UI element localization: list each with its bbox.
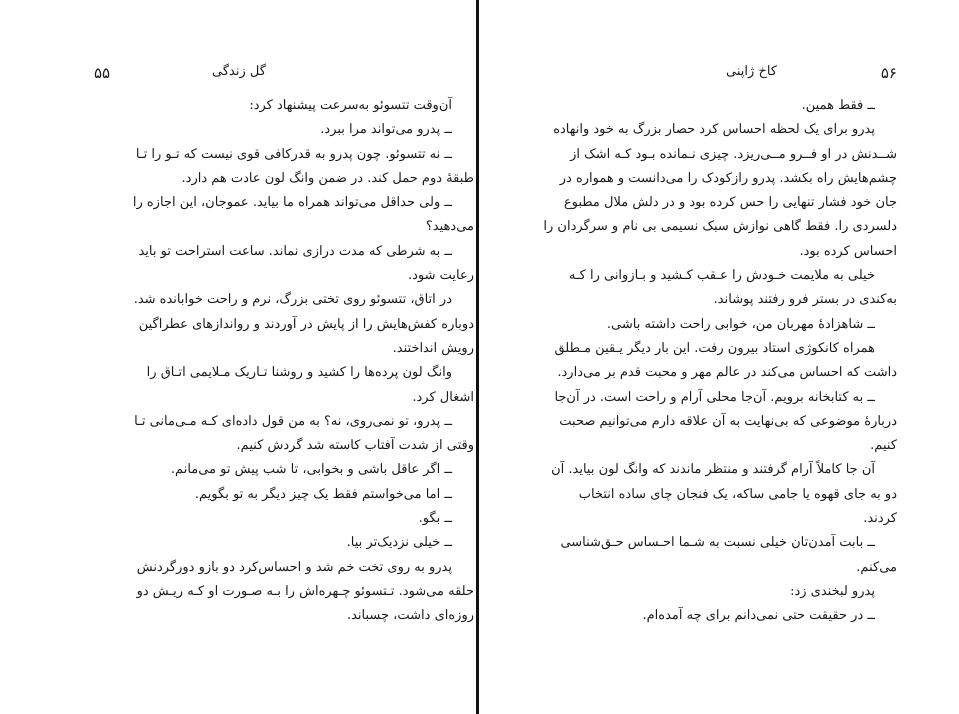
right-page-header	[517, 62, 897, 86]
text-line: همراه کانکوژی استاد بیرون رفت. این بار دیگر یـقین مـطلق	[554, 340, 875, 356]
text-line: ــ به کتابخانه برویم. آن‌جا محلی آرام و راحت است. در آن‌جا	[554, 389, 875, 405]
text-line: روزه‌ای داشت، چسباند.	[346, 608, 474, 624]
text-line: ــ در حقیقت حتی نمی‌دانم برای چه آمده‌ام.	[642, 608, 875, 624]
page-number: ۵۵	[94, 64, 111, 82]
text-line: داشت که احساس می‌کند در عالم مهر و محبت قدم بر می‌دارد.	[557, 365, 897, 381]
left-page	[94, 62, 474, 629]
text-line: جان خود فشار تنهایی را حس کرده بود و در دلش ملال مطبوع	[563, 195, 897, 211]
text-line: ــ بگو.	[418, 511, 452, 527]
text-line: آن‌وقت تتسوئو به‌سرعت پیشنهاد کرد:	[249, 98, 452, 113]
text-line: شــدنش در او فــرو مــی‌ریزد. چیزی نـمانده بـود کـه اشک از	[570, 146, 897, 162]
text-line: دو به جای قهوه یا جامی ساکه، یک فنجان چای ساده انتخاب	[578, 486, 897, 502]
left-page-body	[94, 94, 474, 629]
text-line: اشغال کرد.	[412, 389, 474, 405]
text-line: دربارهٔ موضوعی که بی‌نهایت به آن علاقه دارم می‌توانیم صحبت	[559, 413, 897, 429]
text-line: کردند.	[863, 511, 897, 527]
text-line: کنیم.	[870, 438, 897, 454]
text-line: دلسردی را. فقط گاهی نوازش سبک نسیمی بی نام و سرگردان را	[543, 219, 897, 235]
text-line: در اتاق، تتسوئو روی تختی بزرگ، نرم و راحت خوابانده شد.	[133, 292, 452, 308]
text-line: ــ اما می‌خواستم فقط یک چیز دیگر به تو بگویم.	[194, 486, 452, 502]
text-line: می‌دهید؟	[425, 219, 474, 235]
book-spine	[476, 0, 479, 714]
text-line: ــ خیلی نزدیک‌تر بیا.	[346, 535, 452, 551]
text-line: طبقهٔ دوم حمل کند. در ضمن وانگ لون عادت هم دارد.	[181, 170, 474, 186]
text-line: وقتی از شدت آفتاب کاسته شد گردش کنیم.	[236, 438, 474, 454]
text-line: آن جا کاملاً آرام گرفتند و منتظر ماندند که وانگ لون بیاید. آن	[551, 462, 875, 478]
text-line: احساس کرده بود.	[799, 243, 897, 259]
right-page	[517, 62, 897, 629]
text-line: می‌کنم.	[856, 559, 897, 575]
text-line: رعایت شود.	[407, 268, 474, 284]
running-title: گل زندگی	[212, 64, 266, 79]
running-title: کاخ ژاپنی	[726, 64, 777, 79]
text-line: خیلی به ملایمت خـودش را عـقب کـشید و بـازوانی را کـه	[568, 268, 875, 284]
text-line: ــ شاهزادهٔ مهربان من، خوابی راحت داشته باشی.	[606, 316, 875, 332]
text-line: ــ به شرطی که مدت درازی نماند. ساعت استراحت تو باید	[138, 243, 452, 259]
text-line: ــ اگر عاقل باشی و بخوابی، تا شب پیش تو می‌مانم.	[170, 462, 452, 478]
text-line: ــ فقط همین.	[801, 98, 875, 113]
right-page-body	[517, 94, 897, 629]
text-line: ــ پدرو می‌تواند مرا ببرد.	[320, 122, 452, 138]
text-line: ــ پدرو، تو نمی‌روی، نه؟ به من قول داده‌ای کـه مـی‌مانی تـا	[134, 413, 452, 429]
text-line: حلقه می‌شود. تـتسوئو چـهره‌اش را بـه صـورت او کـه ریـش دو	[136, 583, 474, 599]
text-line: پدرو به روی تخت خم شد و احساس‌کرد دو بازو دورگردنش	[136, 559, 452, 575]
text-line: رویش انداختند.	[392, 340, 474, 356]
text-line: ــ نه تتسوئو. چون پدرو به قدرکافی قوی نیست که تـو را تـا	[135, 146, 452, 162]
text-line: پدرو برای یک لحظه احساس کرد حصار بزرگ به خود وانهاده	[553, 122, 875, 138]
text-line: ــ بابت آمدن‌تان خیلی نسبت به شـما احـساس حـق‌شناسی	[560, 535, 875, 551]
text-line: به‌کندی در بستر فرو رفتند پوشاند.	[713, 292, 897, 308]
page-number: ۵۶	[880, 64, 897, 82]
text-line: دوباره کفش‌هایش را از پایش در آوردند و رواندازهای عطراگین	[138, 316, 474, 332]
text-line: چشم‌هایش راه بکشد. پدرو رازکودک را می‌دانست و همواره در	[559, 170, 897, 186]
left-page-header	[94, 62, 474, 86]
text-line: ــ ولی حداقل می‌تواند همراه ما بیاید. عموجان، این اجازه را	[132, 195, 452, 211]
text-line: وانگ لون پرده‌ها را کشید و روشنا تـاریک مـلایمی اتـاق را	[146, 365, 452, 381]
text-line: پدرو لبخندی زد:	[790, 583, 875, 599]
